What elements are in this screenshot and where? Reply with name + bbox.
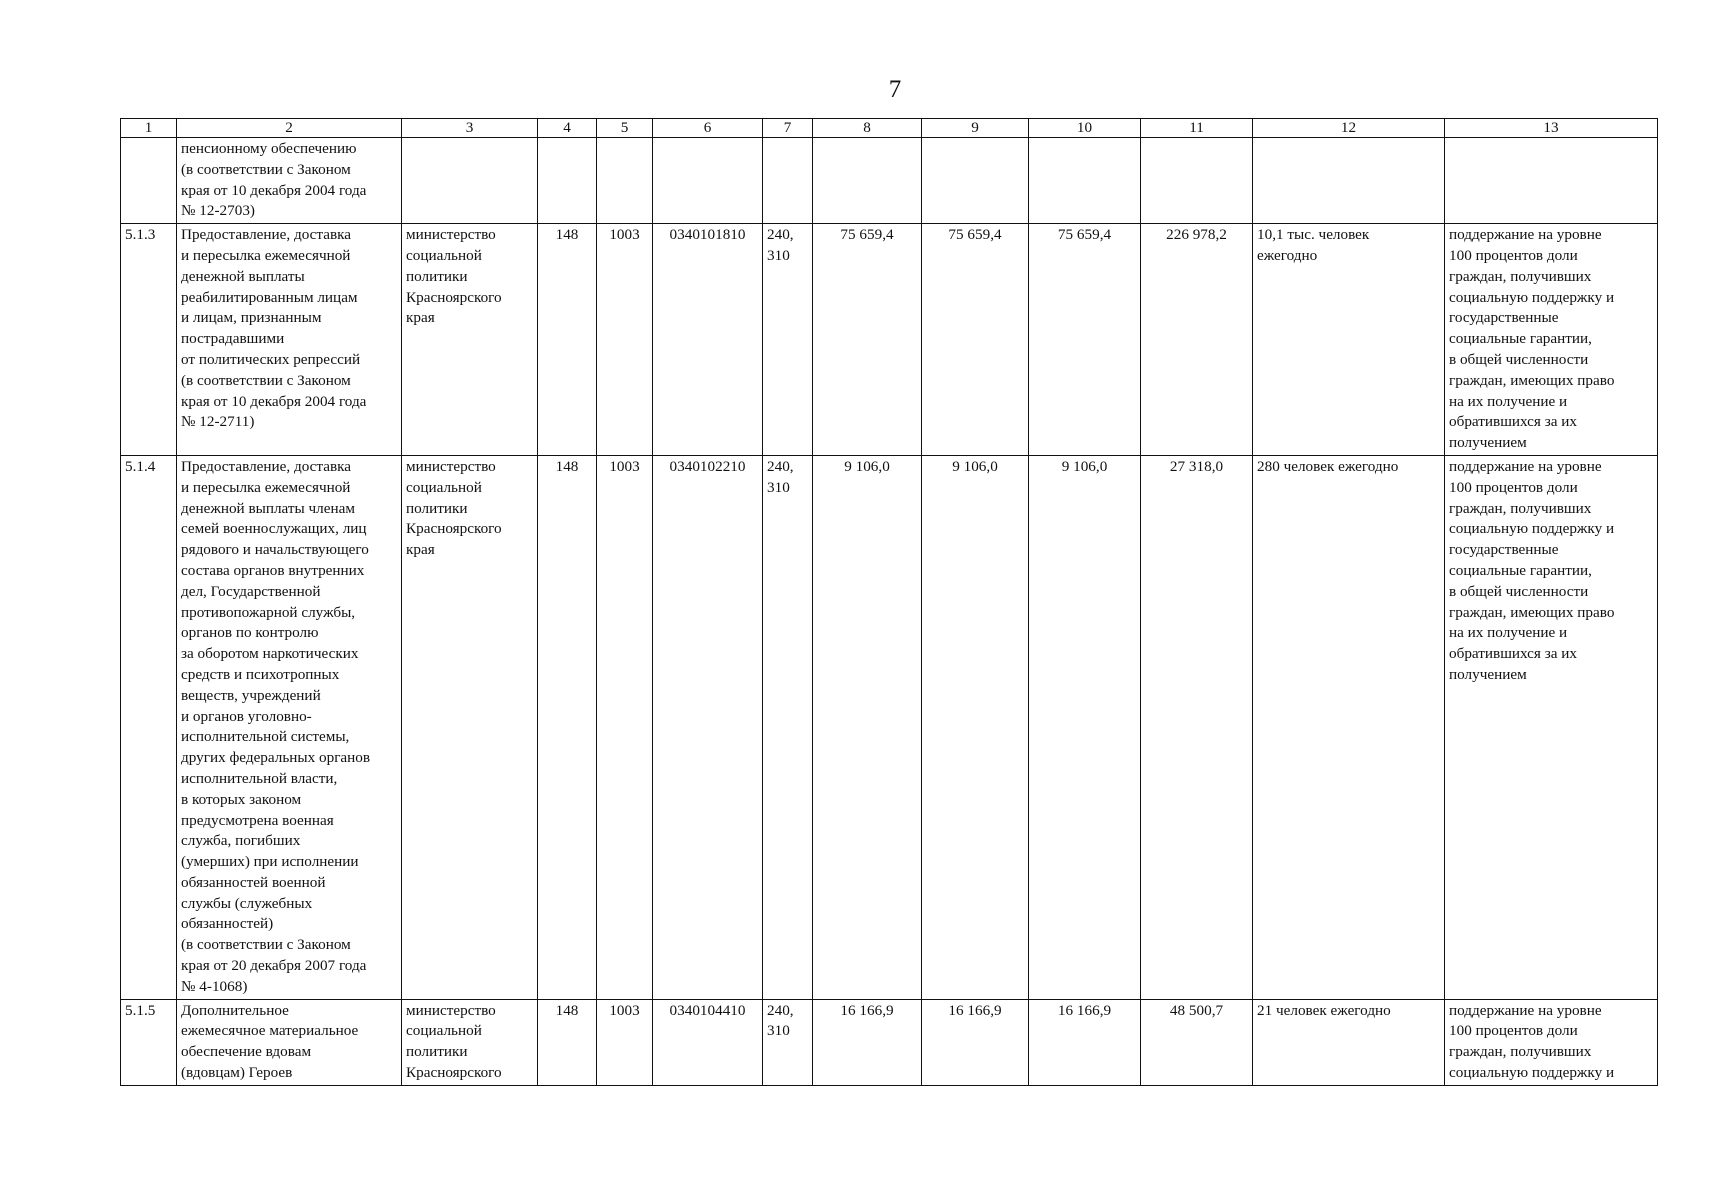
amount-cell: 9 106,0 bbox=[1029, 455, 1141, 999]
header-cell: 3 bbox=[402, 119, 538, 138]
total-cell: 226 978,2 bbox=[1141, 224, 1253, 456]
rzpr-cell: 1003 bbox=[597, 999, 653, 1085]
table-row bbox=[121, 999, 1658, 1085]
header-row bbox=[121, 119, 1658, 138]
header-cell: 2 bbox=[177, 119, 402, 138]
header-cell: 4 bbox=[538, 119, 597, 138]
row-number-cell: 5.1.4 bbox=[121, 455, 177, 999]
header-cell: 5 bbox=[597, 119, 653, 138]
grbs-cell: 148 bbox=[538, 999, 597, 1085]
indicator-cell: поддержание на уровне 100 процентов доли граждан, получивших социальную поддержку и государственные социальные гарантии, в общей численности граждан, имеющих право на их получение и обратившихся за их получением bbox=[1445, 224, 1658, 456]
vr-cell: 240, 310 bbox=[763, 455, 813, 999]
amount-cell: 16 166,9 bbox=[922, 999, 1029, 1085]
row-number-cell: 5.1.5 bbox=[121, 999, 177, 1085]
table-row-continuation bbox=[121, 138, 1658, 224]
amount-cell: 75 659,4 bbox=[922, 224, 1029, 456]
indicator-cell: поддержание на уровне 100 процентов доли граждан, получивших социальную поддержку и bbox=[1445, 999, 1658, 1085]
vr-cell: 240, 310 bbox=[763, 224, 813, 456]
total-cell: 48 500,7 bbox=[1141, 999, 1253, 1085]
amount-cell: 75 659,4 bbox=[813, 224, 922, 456]
grbs-cell: 148 bbox=[538, 224, 597, 456]
page-number: 7 bbox=[888, 76, 902, 103]
table-row bbox=[121, 455, 1658, 999]
header-cell: 7 bbox=[763, 119, 813, 138]
header-cell: 10 bbox=[1029, 119, 1141, 138]
indicator-cell: поддержание на уровне 100 процентов доли граждан, получивших социальную поддержку и государственные социальные гарантии, в общей численности граждан, имеющих право на их получение и обратившихся за их получением bbox=[1445, 455, 1658, 999]
description-cell: пенсионному обеспечению (в соответствии с Законом края от 10 декабря 2004 года № 12-2703) bbox=[177, 138, 402, 224]
csr-cell: 0340104410 bbox=[653, 999, 763, 1085]
csr-cell: 0340102210 bbox=[653, 455, 763, 999]
header-cell: 9 bbox=[922, 119, 1029, 138]
description-cell: Предоставление, доставка и пересылка ежемесячной денежной выплаты членам семей военнослужащих, лиц рядового и начальствующего состава органов внутренних дел, Государственной противопожарной службы, органов по контролю за оборотом наркотических средств и психотропных веществ, учреждений и органов уголовно- исполнительной системы, других федеральных органов исполнительной власти, в которых законом предусмотрена военная служба, погибших (умерших) при исполнении обязанностей военной службы (служебных обязанностей) (в соответствии с Законом края от 20 декабря 2007 года № 4-1068) bbox=[177, 455, 402, 999]
description-cell: Предоставление, доставка и пересылка ежемесячной денежной выплаты реабилитированным лицам и лицам, признанным пострадавшими от политических репрессий (в соответствии с Законом края от 10 декабря 2004 года № 12-2711) bbox=[177, 224, 402, 456]
vr-cell: 240, 310 bbox=[763, 999, 813, 1085]
amount-cell: 75 659,4 bbox=[1029, 224, 1141, 456]
ministry-cell: министерство социальной политики Красноярского bbox=[402, 999, 538, 1085]
ministry-cell: министерство социальной политики Красноярского края bbox=[402, 224, 538, 456]
header-cell: 6 bbox=[653, 119, 763, 138]
rzpr-cell: 1003 bbox=[597, 455, 653, 999]
total-cell: 27 318,0 bbox=[1141, 455, 1253, 999]
header-cell: 11 bbox=[1141, 119, 1253, 138]
csr-cell: 0340101810 bbox=[653, 224, 763, 456]
result-cell: 10,1 тыс. человек ежегодно bbox=[1253, 224, 1445, 456]
ministry-cell: министерство социальной политики Красноярского края bbox=[402, 455, 538, 999]
header-cell: 12 bbox=[1253, 119, 1445, 138]
grbs-cell: 148 bbox=[538, 455, 597, 999]
result-cell: 21 человек ежегодно bbox=[1253, 999, 1445, 1085]
header-cell: 1 bbox=[121, 119, 177, 138]
row-number-cell bbox=[121, 138, 177, 224]
program-table bbox=[120, 118, 1658, 1086]
amount-cell: 9 106,0 bbox=[922, 455, 1029, 999]
description-cell: Дополнительное ежемесячное материальное обеспечение вдовам (вдовцам) Героев bbox=[177, 999, 402, 1085]
amount-cell: 16 166,9 bbox=[1029, 999, 1141, 1085]
header-cell: 8 bbox=[813, 119, 922, 138]
result-cell: 280 человек ежегодно bbox=[1253, 455, 1445, 999]
table-row bbox=[121, 224, 1658, 456]
amount-cell: 16 166,9 bbox=[813, 999, 922, 1085]
header-cell: 13 bbox=[1445, 119, 1658, 138]
row-number-cell: 5.1.3 bbox=[121, 224, 177, 456]
rzpr-cell: 1003 bbox=[597, 224, 653, 456]
amount-cell: 9 106,0 bbox=[813, 455, 922, 999]
